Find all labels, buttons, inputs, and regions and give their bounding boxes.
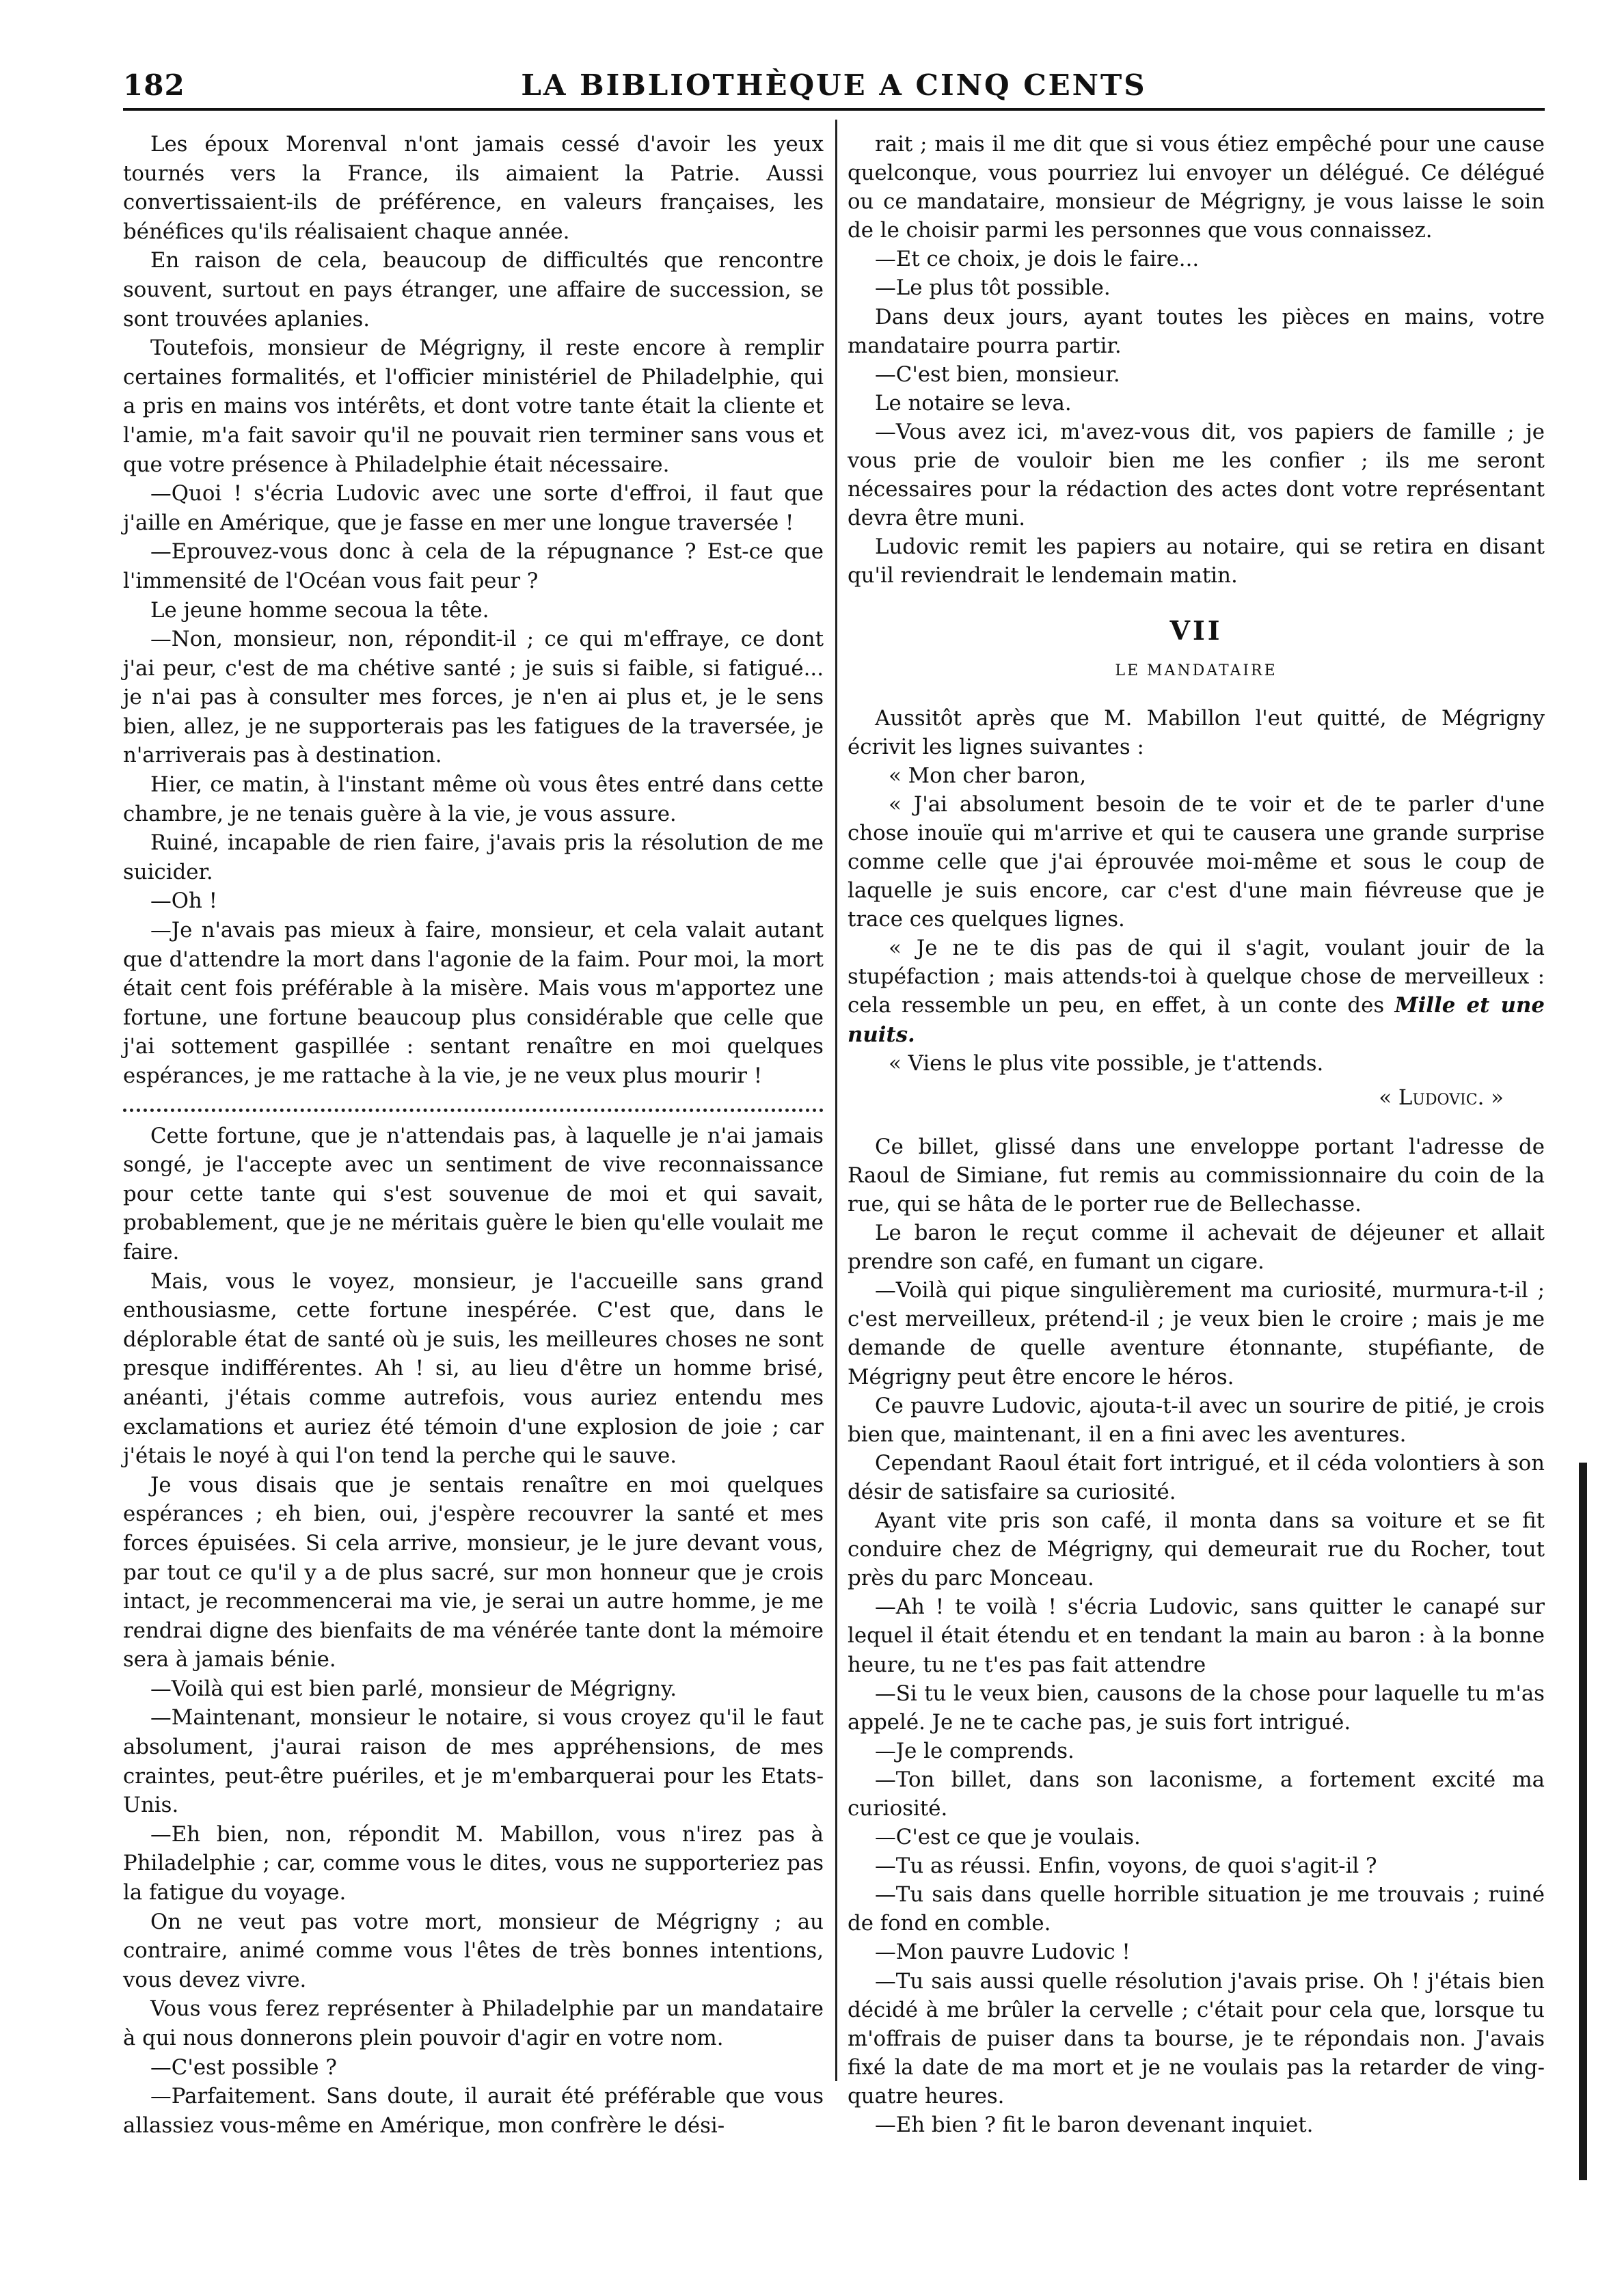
paragraph: —C'est possible ? [150,2054,337,2080]
paragraph: Les époux Morenval n'ont jamais cessé d'avoir les yeux tournés vers la France, ils aimaient la Patrie. Aussi convertissaient-ils de préférence, en valeurs françaises, les bénéfices qu'ils réalisaient chaque année. [123,132,824,244]
paragraph: —Eh bien ? fit le baron devenant inquiet. [875,2113,1314,2137]
paragraph: —Le plus tôt possible. [875,275,1111,301]
paragraph: Cette fortune, que je n'attendais pas, à laquelle je n'ai jamais songé, je l'accepte avec un sentiment de vive reconnaissance pour cette tante qui s'est souvenue de moi et qui savait, probablement, que je ne méritais guère le bien qu'elle voulait me faire. [123,1123,824,1264]
letter-text: « Je ne te dis pas de qui il s'agit, voulant jouir de la stupéfaction ; mais attends-toi à quelque chose de merveilleux : cela ressemble un peu, en effet, à un conte des [848,936,1545,1018]
paragraph: —Quoi ! s'écria Ludovic avec une sorte d'effroi, il faut que j'aille en Amérique, que je fasse en mer une longue traversée ! [123,481,824,535]
paragraph: Cependant Raoul était fort intrigué, et il céda volontiers à son désir de satisfaire sa curiosité. [848,1450,1545,1504]
paragraph: Ruiné, incapable de rien faire, j'avais pris la résolution de me suicider. [123,830,824,884]
paragraph: Je vous disais que je sentais renaître en moi quelques espérances ; eh bien, oui, j'espère recouvrer la santé et mes forces épuisées. Si cela arrive, monsieur, je le jure devant vous, par tout ce qu'il y a de plus sacré, sur mon honneur que je crois intact, je recommencerai ma vie, je serai un autre homme, je me rendrai digne des bienfaits de ma vénérée tante dont la mémoire sera à jamais bénie. [123,1472,824,1672]
paragraph: —Parfaitement. Sans doute, il aurait été préférable que vous allassiez vous-même en Amérique, mon confrère le dési- [123,2084,824,2138]
paragraph: Toutefois, monsieur de Mégrigny, il reste encore à remplir certaines formalités, et l'officier ministériel de Philadelphie, qui a pris en mains vos intérêts, et dont votre tante était la cliente et l'amie, m'a fait savoir qu'il ne pouvait rien terminer sans vous et que votre présence à Philadelphie était nécessaire. [123,336,824,477]
paragraph: —Tu as réussi. Enfin, voyons, de quoi s'agit-il ? [875,1854,1377,1879]
paragraph: —Tu sais aussi quelle résolution j'avais prise. Oh ! j'étais bien décidé à me brûler la cervelle ; c'était pour cela que, lorsque tu m'offrais de puiser dans ta bourse, je te répondais non. J'avais fixé la date de ma mort et je ne voulais pas la retarder de ving-quatre heures. [848,1968,1545,2108]
dotted-separator [123,1109,824,1112]
paragraph: Le baron le reçut comme il achevait de déjeuner et allait prendre son café, en fumant un cigare. [848,1221,1545,1275]
paragraph: —Et ce choix, je dois le faire... [875,247,1200,272]
running-title: LA BIBLIOTHÈQUE A CINQ CENTS [521,68,1147,102]
paragraph: —Je n'avais pas mieux à faire, monsieur, et cela valait autant que d'attendre la mort dans l'agonie de la faim. Pour moi, la mort était cent fois préférable à la misère. Mais vous m'apportez une fortune, une fortune beaucoup plus considérable que celle que j'ai sottement gaspillée : sentant renaître en moi quelques espérances, je me rattache à la vie, je ne veux plus mourir ! [123,918,824,1088]
paragraph: Ayant vite pris son café, il monta dans sa voiture et se fit conduire chez de Mégrigny, qui demeurait rue du Rocher, tout près du parc Monceau. [848,1508,1545,1591]
paragraph: Le notaire se leva. [875,390,1072,416]
paragraph: —Mon pauvre Ludovic ! [875,1940,1131,1965]
paragraph: —Vous avez ici, m'avez-vous dit, vos papiers de famille ; je vous prie de vouloir bien me les confier ; ils me seront nécessaires pour la rédaction des actes dont votre représentant devra être muni. [848,419,1545,531]
paragraph: —Je le comprends. [875,1738,1074,1763]
paragraph: Dans deux jours, ayant toutes les pièces en mains, votre mandataire pourra partir. [848,304,1545,358]
page-header [123,63,1545,107]
paragraph: —Oh ! [150,888,218,914]
paragraph: Aussitôt après que M. Mabillon l'eut quitté, de Mégrigny écrivit les lignes suivantes : [848,705,1545,759]
paragraph: —C'est bien, monsieur. [875,362,1120,387]
paragraph: —Si tu le veux bien, causons de la chose pour laquelle tu m'as appelé. Je ne te cache pas, je suis fort intrigué. [848,1681,1545,1735]
paragraph: —Voilà qui est bien parlé, monsieur de Mégrigny. [150,1676,677,1701]
paragraph: On ne veut pas votre mort, monsieur de Mégrigny ; au contraire, animé comme vous l'êtes de très bonnes intentions, vous devez vivre. [123,1909,824,1992]
binding-edge-mark [1579,1463,1587,2180]
paragraph: Hier, ce matin, à l'instant même où vous êtes entré dans cette chambre, je ne tenais guère à la vie, je vous assure. [123,772,824,826]
letter-paragraph: « J'ai absolument besoin de te voir et de te parler d'une chose inouïe qui m'arrive et qui te causera une grande surprise comme celle que j'ai éprouvée moi-même et sous le coup de laquelle je suis encore, car c'est d'une main fiévreuse que je trace ces quelques lignes. [848,791,1545,932]
chapter-number: VII [1169,614,1223,646]
paragraph: Le jeune homme secoua la tête. [150,597,489,623]
paragraph: Ludovic remit les papiers au notaire, qui se retira en disant qu'il reviendrait le lendemain matin. [848,534,1545,588]
paragraph: —C'est ce que je voulais. [875,1825,1141,1850]
letter-paragraph [848,934,1545,1048]
letter-salutation: « Mon cher baron, [889,763,1087,788]
paragraph: Ce pauvre Ludovic, ajouta-t-il avec un sourire de pitié, je crois bien que, maintenant, il en a fini avec les aventures. [848,1393,1545,1447]
paragraph: —Eh bien, non, répondit M. Mabillon, vous n'irez pas à Philadelphie ; car, comme vous le dites, vous ne supporteriez pas la fatigue du voyage. [123,1821,824,1905]
paragraph: —Ton billet, dans son laconisme, a fortement excité ma curiosité. [848,1767,1545,1821]
right-column [848,130,1545,2137]
column-divider [835,120,837,2081]
paragraph: Mais, vous le voyez, monsieur, je l'accueille sans grand enthousiasme, cette fortune inespérée. C'est que, dans le déplorable état de santé où je suis, les meilleures choses ne sont presque indifférentes. Ah ! si, au lieu d'être un homme brisé, anéanti, j'étais comme autrefois, vous auriez entendu mes exclamations et auriez été témoin d'une explosion de joie ; car j'étais le noyé à qui l'on tend la perche qui le sauve. [123,1268,824,1469]
paragraph: —Eprouvez-vous donc à cela de la répugnance ? Est-ce que l'immensité de l'Océan vous fait peur ? [123,539,824,593]
letter-signature: « Ludovic. » [1379,1085,1504,1110]
paragraph: —Non, monsieur, non, répondit-il ; ce qui m'effraye, ce dont j'ai peur, c'est de ma chétive santé ; je suis si faible, si fatigué... je n'ai pas à consulter mes forces, je n'en ai plus et, je le sens bien, allez, je ne supporterais pas les fatigues de la traversée, je n'arriverais pas à destination. [123,627,824,768]
header-rule [123,108,1545,111]
letter-paragraph: « Viens le plus vite possible, je t'attends. [889,1050,1324,1076]
paragraph: —Ah ! te voilà ! s'écria Ludovic, sans quitter le canapé sur lequel il était étendu et en tendant la main au baron : à la bonne heure, tu ne t'es pas fait attendre [848,1595,1545,1677]
paragraph: Ce billet, glissé dans une enveloppe portant l'adresse de Raoul de Simiane, fut remis au commissionnaire du coin de la rue, qui se hâta de le porter rue de Bellechasse. [848,1134,1545,1217]
page-number: 182 [123,68,185,102]
paragraph: rait ; mais il me dit que si vous étiez empêché pour une cause quelconque, vous pourriez lui envoyer un délégué. Ce délégué ou ce mandataire, monsieur de Mégrigny, je vous laisse le soin de le choisir parmi les personnes que vous connaissez. [848,132,1545,243]
book-title: Mille et une nuits. [848,993,1545,1047]
paragraph: —Voilà qui pique singulièrement ma curiosité, murmura-t-il ; c'est merveilleux, prétend-il ; je veux bien le croire ; mais je me demande de quelle aventure étonnante, stupéfiante, de Mégrigny peut être encore le héros. [848,1278,1545,1389]
left-column [123,130,824,2194]
paragraph: —Tu sais dans quelle horrible situation je me trouvais ; ruiné de fond en comble. [848,1882,1545,1936]
paragraph: En raison de cela, beaucoup de difficultés que rencontre souvent, surtout en pays étranger, une affaire de succession, se sont trouvées aplanies. [123,248,824,331]
paragraph: Vous vous ferez représenter à Philadelphie par un mandataire à qui nous donnerons plein pouvoir d'agir en votre nom. [123,1996,824,2050]
paragraph: —Maintenant, monsieur le notaire, si vous croyez qu'il le faut absolument, j'aurai raison de mes appréhensions, de mes craintes, peut-être puériles, et je m'embarquerai pour les Etats-Unis. [123,1705,824,1818]
chapter-title: LE MANDATAIRE [1115,662,1277,679]
